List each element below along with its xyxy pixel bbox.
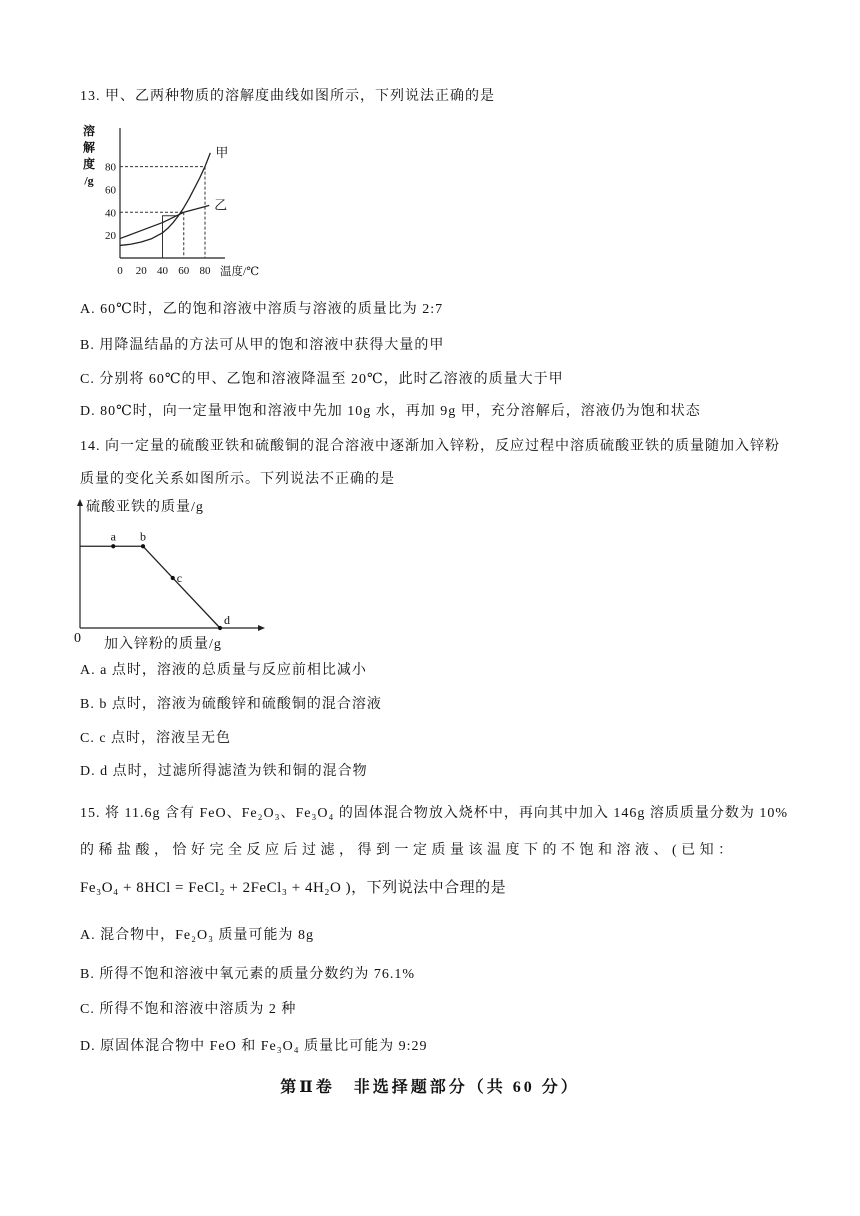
x-tick-label: 0 <box>117 265 123 277</box>
q13-option-c: C. 分别将 60℃的甲、乙饱和溶液降温至 20℃，此时乙溶液的质量大于甲 <box>80 372 564 387</box>
q13-option-b: B. 用降温结晶的方法可从甲的饱和溶液中获得大量的甲 <box>80 338 445 353</box>
point-label-d: d <box>224 613 230 627</box>
q13-option-a: A. 60℃时，乙的饱和溶液中溶质与溶液的质量比为 2:7 <box>80 302 444 317</box>
y-tick-label: 80 <box>105 161 116 174</box>
point-label-c: c <box>176 570 183 585</box>
x-tick-label: 80 <box>199 265 211 277</box>
section-title: 第Ⅱ卷 非选择题部分（共 60 分） <box>280 1079 580 1096</box>
q15-stem-line-1: 15. 将 11.6g 含有 FeO、Fe₂O₃、Fe₃O₄ 的固体混合物放入烧杯中，再向其中加入 146g 溶质质量分数为 10% <box>80 806 788 821</box>
y-axis-label: 硫酸亚铁的质量/g <box>86 500 204 515</box>
q13-option-d: D. 80℃时，向一定量甲饱和溶液中先加 10g 水，再加 9g 甲，充分溶解后，溶液仍为饱和状态 <box>80 404 701 419</box>
series-label: 甲 <box>215 144 229 160</box>
y-axis-label: 溶解度/g <box>82 124 96 188</box>
solubility-curve-chart <box>80 118 275 283</box>
data-point-c <box>171 576 175 580</box>
q15-option-d: D. 原固体混合物中 FeO 和 Fe₃O₄ 质量比可能为 9:29 <box>80 1039 428 1054</box>
q15-option-a: A. 混合物中，Fe₂O₃ 质量可能为 8g <box>80 928 314 943</box>
q15-option-c: C. 所得不饱和溶液中溶质为 2 种 <box>80 1002 297 1017</box>
q14-option-c: C. c 点时，溶液呈无色 <box>80 731 232 746</box>
point-label-b: b <box>140 529 146 544</box>
q14-option-d: D. d 点时，过滤所得滤渣为铁和铜的混合物 <box>80 764 368 779</box>
y-axis-arrow-icon <box>77 499 83 506</box>
data-point-a <box>111 544 115 548</box>
q14-stem-line-2: 质量的变化关系如图所示。下列说法不正确的是 <box>80 472 395 487</box>
origin-label: 0 <box>74 631 82 646</box>
x-tick-label: 40 <box>157 265 168 277</box>
data-point-b <box>141 544 145 548</box>
y-tick-label: 40 <box>105 207 116 220</box>
x-axis-arrow-icon <box>258 625 265 631</box>
x-axis-label: 加入锌粉的质量/g <box>104 637 222 652</box>
x-tick-label: 60 <box>178 265 190 277</box>
data-point-d <box>218 626 222 630</box>
x-axis-label: 温度/℃ <box>220 266 260 278</box>
y-tick-label: 60 <box>105 184 116 197</box>
q15-stem-line-2: 的稀盐酸，恰好完全反应后过滤，得到一定质量该温度下的不饱和溶液、(已知： <box>80 843 737 858</box>
q14-option-a: A. a 点时，溶液的总质量与反应前相比减小 <box>80 663 367 678</box>
ferrous-sulfate-mass-chart <box>70 496 270 654</box>
q15-equation-line: Fe₃O₄ + 8HCl = FeCl₂ + 2FeCl₃ + 4H₂O )，下列说法中合理的是 <box>80 880 507 896</box>
x-tick-label: 20 <box>135 265 147 277</box>
q13-stem: 13. 甲、乙两种物质的溶解度曲线如图所示，下列说法正确的是 <box>80 89 495 104</box>
series-line-yi <box>120 205 209 238</box>
point-label-a: a <box>110 529 116 544</box>
q14-stem-line-1: 14. 向一定量的硫酸亚铁和硫酸铜的混合溶液中逐渐加入锌粉，反应过程中溶质硫酸亚铁的质量随加入锌粉 <box>80 439 780 454</box>
q15-option-b: B. 所得不饱和溶液中氧元素的质量分数约为 76.1% <box>80 967 415 982</box>
series-label: 乙 <box>214 197 228 213</box>
series-line <box>80 546 220 628</box>
q14-option-b: B. b 点时，溶液为硫酸锌和硫酸铜的混合溶液 <box>80 697 382 712</box>
y-tick-label: 20 <box>105 230 116 243</box>
